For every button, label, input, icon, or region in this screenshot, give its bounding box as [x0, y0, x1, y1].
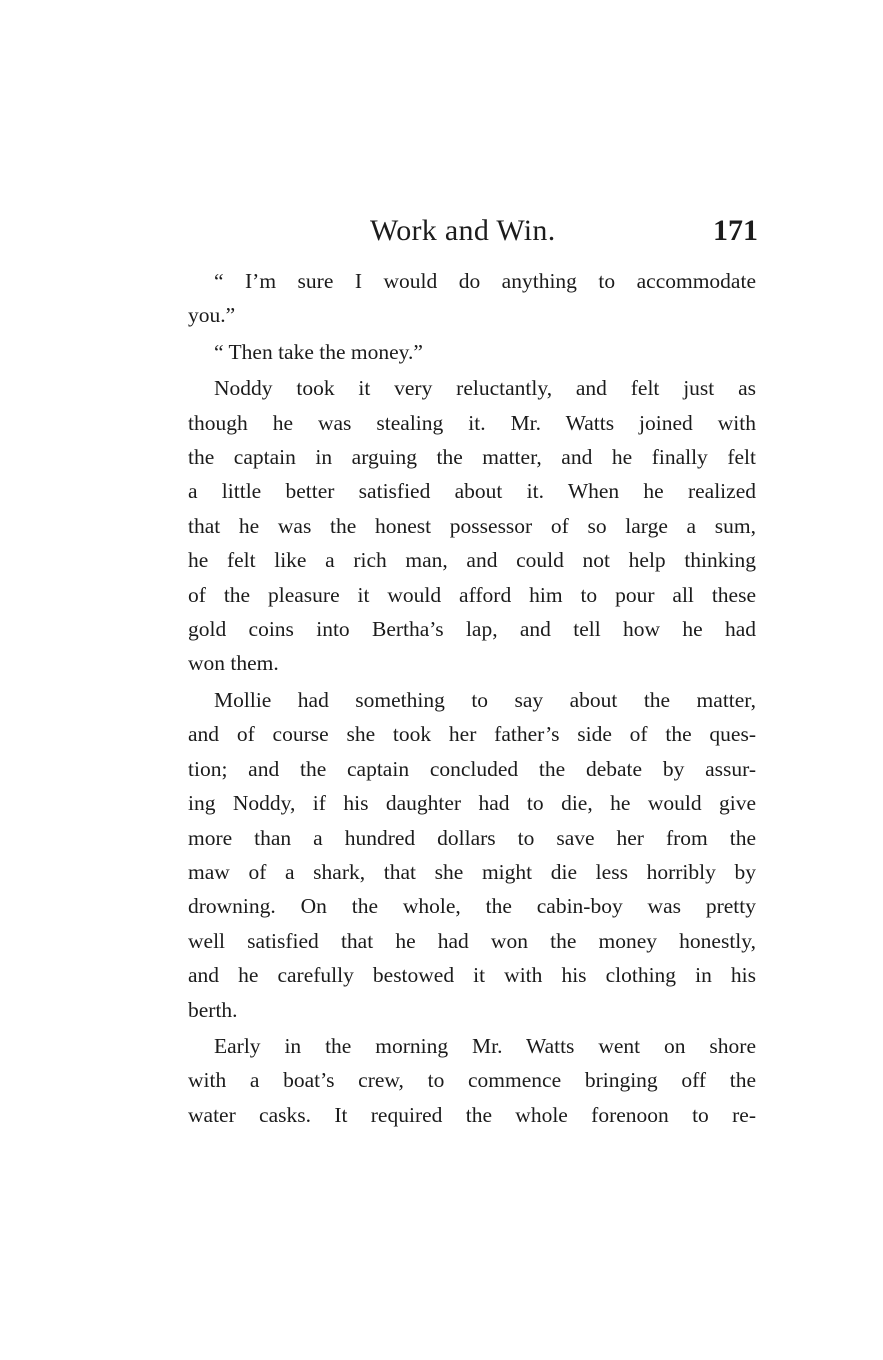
text-line: ing Noddy, if his daughter had to die, he would give [188, 791, 756, 816]
text-line: “ Then take the money.” [214, 339, 423, 364]
text-line: drowning. On the whole, the cabin-boy was pretty [188, 894, 756, 919]
text-line: gold coins into Bertha’s lap, and tell how he had [188, 617, 756, 642]
text-line: you.” [188, 303, 236, 328]
text-line: and he carefully bestowed it with his clothing in his [188, 963, 756, 988]
paragraph [188, 264, 756, 333]
text-line: “ I’m sure I would do anything to accommodate [214, 269, 756, 293]
paragraph [188, 1029, 756, 1132]
text-line: won them. [188, 651, 279, 676]
paragraph [188, 335, 756, 369]
text-line: tion; and the captain concluded the debate by assur- [188, 756, 756, 781]
text-line: of the pleasure it would afford him to pour all these [188, 582, 756, 607]
body-text [188, 264, 756, 1132]
text-line: a little better satisfied about it. When he realized [188, 479, 756, 504]
text-line: well satisfied that he had won the money honestly, [188, 928, 756, 953]
paragraph [188, 683, 756, 1027]
text-line: water casks. It required the whole forenoon to re- [188, 1102, 756, 1127]
running-head [190, 210, 762, 254]
paragraph [188, 371, 756, 681]
text-line: the captain in arguing the matter, and he finally felt [188, 445, 756, 470]
text-line: Mollie had something to say about the matter, [214, 687, 756, 712]
text-line: berth. [188, 997, 238, 1022]
text-line: and of course she took her father’s side of the ques- [188, 722, 756, 747]
text-line: that he was the honest possessor of so large a sum, [188, 513, 756, 538]
text-line: more than a hundred dollars to save her from the [188, 825, 756, 850]
text-line: he felt like a rich man, and could not help thinking [188, 548, 756, 573]
text-line: with a boat’s crew, to commence bringing off the [188, 1068, 756, 1093]
page-number: 171 [713, 214, 758, 247]
text-line: Noddy took it very reluctantly, and felt just as [214, 376, 756, 401]
text-line: Early in the morning Mr. Watts went on shore [214, 1033, 756, 1058]
text-line: though he was stealing it. Mr. Watts joined with [188, 410, 756, 435]
running-title: Work and Win. [370, 214, 556, 247]
text-line: maw of a shark, that she might die less horribly by [188, 859, 756, 884]
